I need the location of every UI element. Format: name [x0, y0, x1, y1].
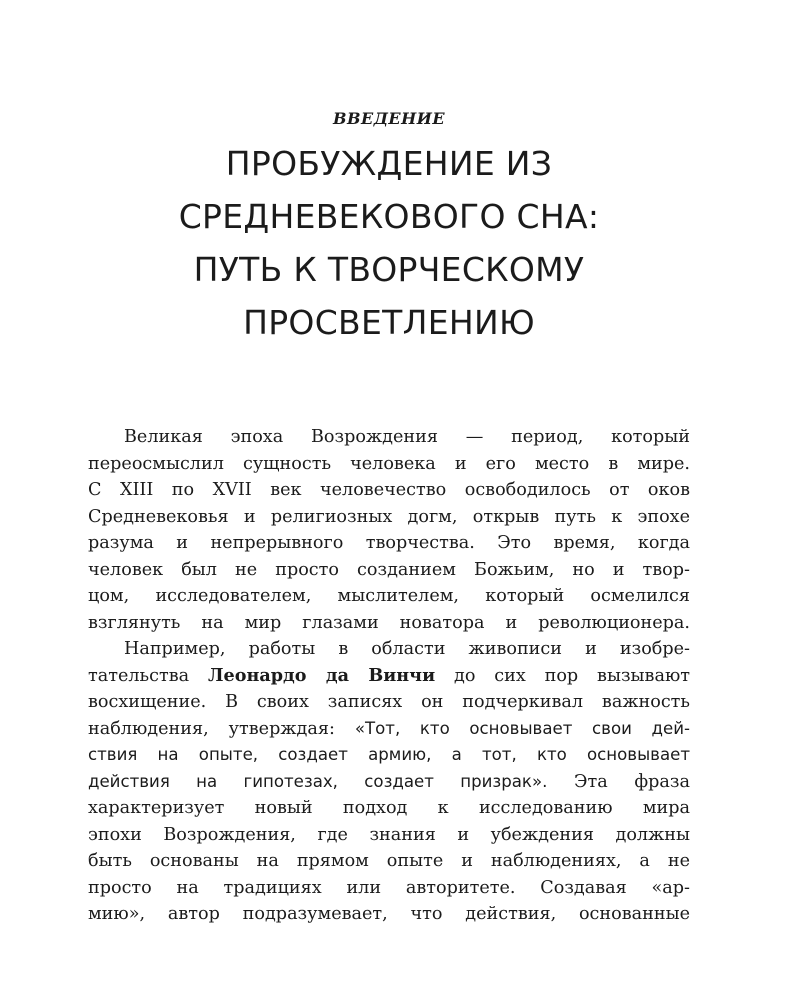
paragraph-1-line: С XIII по XVII век человечество освободилось от оков: [88, 480, 690, 500]
paragraph-2-line: Например, работы в области живописи и изобре-: [124, 639, 690, 659]
chapter-title-line-2: СРЕДНЕВЕКОВОГО СНА:: [178, 197, 600, 236]
paragraph-1-line: разума и непрерывного творчества. Это время, когда: [88, 533, 690, 553]
chapter-title-line-4: ПРОСВЕТЛЕНИЮ: [243, 303, 535, 342]
paragraph-1-line: цом, исследователем, мыслителем, который осмелился: [88, 586, 690, 606]
paragraph-2-line: восхищение. В своих записях он подчеркивал важность: [88, 692, 690, 712]
paragraph-2-line: [88, 663, 690, 690]
text-fragment: наблюдения, утверждая:: [88, 718, 335, 739]
paragraph-1-line: человек был не просто созданием Божьим, но и твор-: [88, 559, 690, 580]
chapter-title-line-3: ПУТЬ К ТВОРЧЕСКОМУ: [193, 250, 585, 289]
paragraph-1-line: переосмыслил сущность человека и его место в мире.: [88, 453, 690, 474]
quote-fragment: действия на гипотезах, создает призрак».: [88, 771, 548, 791]
paragraph-2-line: [88, 769, 690, 796]
paragraph-2-line: [88, 716, 690, 743]
paragraph-1-line: Средневековья и религиозных догм, открыв путь к эпохе: [88, 506, 690, 527]
quote-fragment: «Тот, кто основывает свои дей-: [354, 718, 690, 738]
paragraph-1-line: взглянуть на мир глазами новатора и революционера.: [88, 612, 690, 633]
chapter-title-line-1: ПРОБУЖДЕНИЕ ИЗ: [225, 144, 553, 183]
text-fragment: до сих пор вызывают: [453, 665, 690, 686]
quote-line: ствия на опыте, создает армию, а тот, кто основывает: [88, 745, 690, 764]
chapter-title: [0, 137, 778, 349]
paragraph-2-line: просто на традициях или авторитете. Создавая «ар-: [88, 877, 690, 898]
paragraph-2-line: мию», автор подразумевает, что действия, основанные: [88, 904, 690, 924]
paragraph-2-line: эпохи Возрождения, где знания и убеждения должны: [88, 824, 690, 845]
section-label: ВВЕДЕНИЕ: [332, 109, 446, 128]
person-name: Леонардо да Винчи: [207, 664, 436, 686]
text-fragment: Эта фраза: [574, 771, 690, 792]
text-fragment: тательства: [88, 665, 190, 686]
paragraph-2-line: характеризует новый подход к исследованию мира: [88, 798, 690, 818]
paragraph-1-line: Великая эпоха Возрождения — период, который: [124, 427, 690, 447]
paragraph-2-line: быть основаны на прямом опыте и наблюдениях, а не: [88, 851, 690, 871]
body-text: [88, 424, 690, 928]
